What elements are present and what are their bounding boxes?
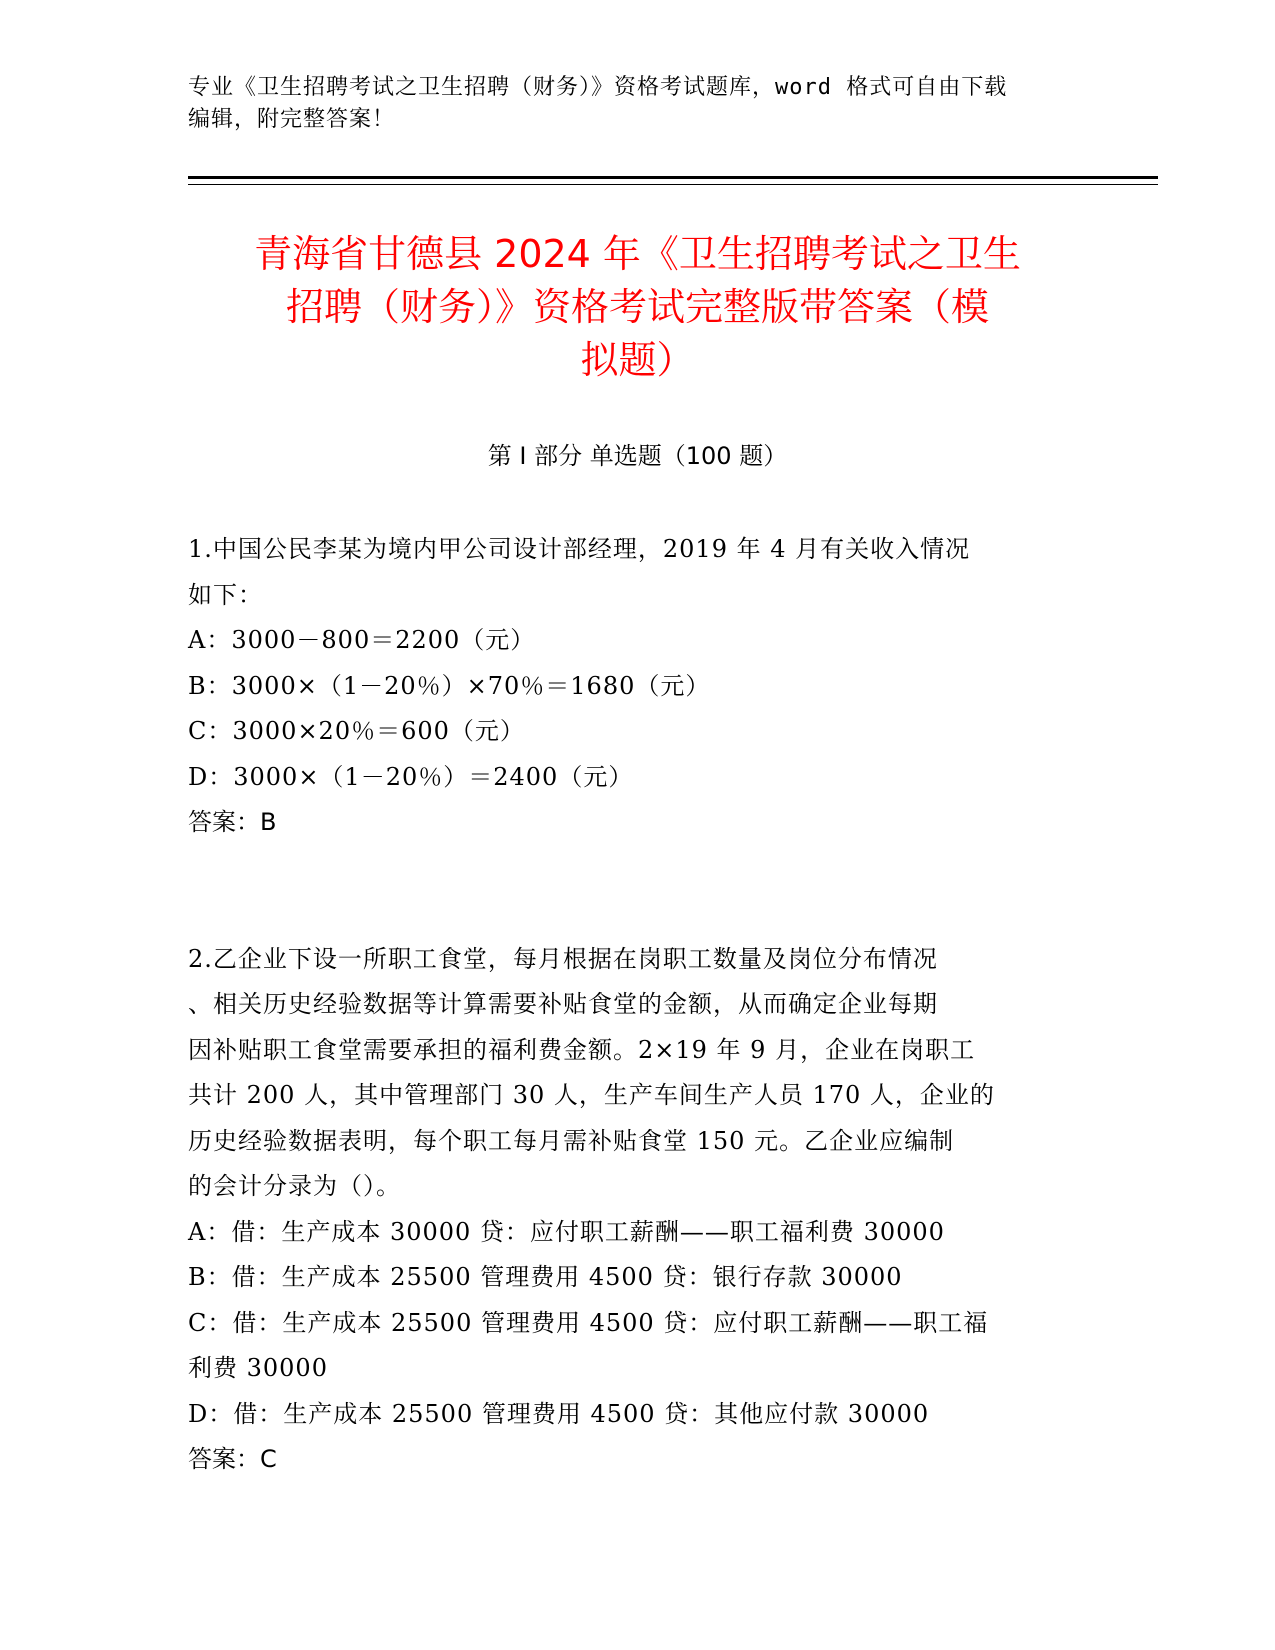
header-note [188, 72, 1088, 136]
option-c: C：借：生产成本 25500 管理费用 4500 贷：应付职工薪酬——职工福 [188, 1308, 989, 1337]
document-title-line: 招聘（财务）》资格考试完整版带答案（模 [285, 285, 989, 329]
option-a: A：3000－800＝2200（元） [188, 626, 536, 654]
question-stem-line: 历史经验数据表明，每个职工每月需补贴食堂 150 元。乙企业应编制 [188, 1126, 955, 1155]
answer-line: 答案：B [188, 808, 277, 836]
option-b: B：3000×（1－20％）×70％＝1680（元） [188, 671, 711, 700]
question-2 [188, 937, 1088, 1483]
section-heading: 第 I 部分 单选题（100 题） [487, 442, 788, 470]
option-c-continued: 利费 30000 [188, 1354, 328, 1382]
document-title-line: 青海省甘德县 2024 年《卫生招聘考试之卫生 [254, 232, 1021, 276]
header-note-line: 编辑，附完整答案！ [188, 107, 396, 132]
header-note-line: 专业《卫生招聘考试之卫生招聘（财务）》资格考试题库，word 格式可自由下载 [188, 75, 1008, 100]
question-spacer [188, 846, 1088, 937]
document-title [150, 228, 1125, 387]
option-b: B：借：生产成本 25500 管理费用 4500 贷：银行存款 30000 [188, 1263, 903, 1291]
question-1 [188, 527, 1088, 846]
option-a: A：借：生产成本 30000 贷：应付职工薪酬——职工福利费 30000 [188, 1217, 945, 1246]
answer-line: 答案：C [188, 1445, 277, 1473]
question-stem-line: 2.乙企业下设一所职工食堂，每月根据在岗职工数量及岗位分布情况 [188, 944, 938, 973]
question-list [188, 527, 1088, 1483]
question-stem-line: 的会计分录为（）。 [188, 1172, 401, 1200]
option-d: D：借：生产成本 25500 管理费用 4500 贷：其他应付款 30000 [188, 1399, 930, 1428]
question-stem-line: 因补贴职工食堂需要承担的福利费金额。2×19 年 9 月，企业在岗职工 [188, 1035, 976, 1064]
question-stem-line: 如下： [188, 580, 263, 609]
document-title-line: 拟题） [580, 338, 695, 382]
question-stem-line: 1.中国公民李某为境内甲公司设计部经理，2019 年 4 月有关收入情况 [188, 535, 971, 563]
header-divider-thick [188, 176, 1158, 179]
header-divider-thin [188, 184, 1158, 185]
question-stem-line: 共计 200 人，其中管理部门 30 人，生产车间生产人员 170 人，企业的 [188, 1081, 995, 1109]
option-c: C：3000×20％＝600（元） [188, 717, 525, 745]
option-d: D：3000×（1－20％）＝2400（元） [188, 762, 634, 791]
question-stem-line: 、相关历史经验数据等计算需要补贴食堂的金额，从而确定企业每期 [188, 990, 938, 1018]
